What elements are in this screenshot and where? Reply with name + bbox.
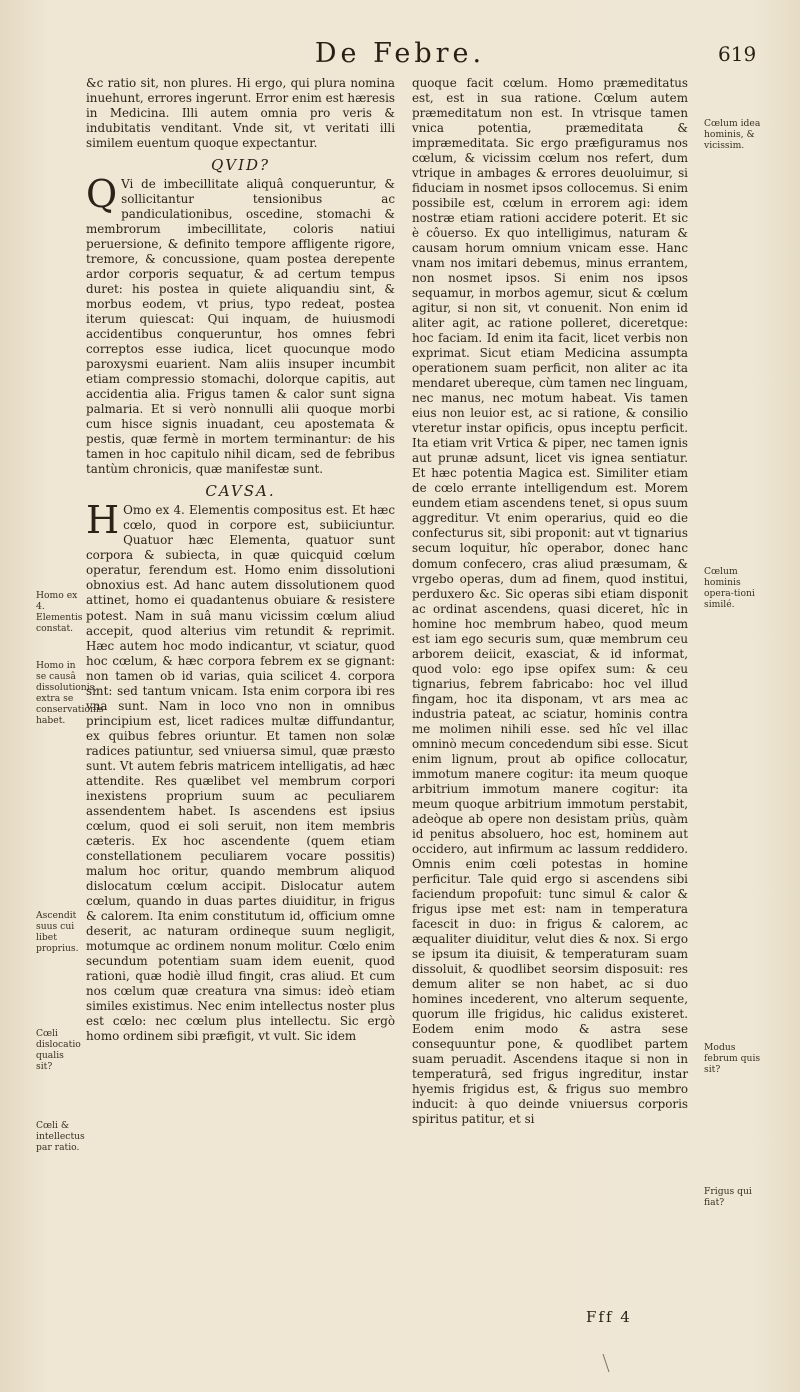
running-title: De Febre. [314, 38, 486, 69]
margin-note-ascendit: Ascendit suus cui libet proprius. [36, 910, 79, 954]
margin-note-frigus: Frigus qui fiat? [704, 1186, 752, 1208]
pencil-mark-icon [600, 1352, 614, 1374]
margin-note-coeli-intellectus: Cœli & intellectus par ratio. [36, 1120, 85, 1153]
intro-paragraph: &c ratio sit, non plures. Hi ergo, qui plura nomina inuehunt, errores ingerunt. Error enim est hæresis in Medicina. Illi autem omnia pro veris & indubitatis venditant. Vnde sit, vt veritati illi similem euentum quoque expectantur. [86, 76, 395, 151]
margin-note-coelum-opera: Cœlum hominis opera-tioni similé. [704, 566, 755, 610]
causa-paragraph [86, 498, 395, 1044]
margin-note-coelidis: Cœli dislocatio qualis sit? [36, 1028, 81, 1072]
margin-note-homo: Homo ex 4. Elementis constat. [36, 590, 83, 634]
heading-causa: CAVSA. [205, 482, 276, 501]
margin-note-coelum-idea: Cœlum idea hominis, & vicissim. [704, 118, 761, 151]
dropcap-h: H [86, 498, 120, 543]
margin-note-homoin: Homo in se causâ dissolutionis, extra se conservationis habet. [36, 660, 104, 726]
right-column [412, 76, 688, 1127]
signature-mark: Fff 4 [586, 1308, 632, 1326]
causa-text: Omo ex 4. Elementis compositus est. Et hæc cœlo, quod in corpore est, subiiciuntur. Quatuor hæc Elementa, quatuor sunt corpora & subiecta, in quæ quicquid cœlum operatur, ferendum est. Homo enim dissolutioni obnoxius est. Ad hanc autem dissolutionem quod attinet, homo ei quadantenus obuiare & resistere potest. Nam in suâ manu vicissim cœlum aliud accepit, quod alterius vim retundit & reprimit. Hæc autem hoc modo indicantur, vt sciatur, quod hoc cœlum, & hæc corpora febrem ex se gignant: non tamen ob id varias, quia scilicet 4. corpora sint: sed tantum vnicam. Ista enim corpora ibi res vna sunt. Nam in loco vno non in omnibus principium est, licet radices multæ diffundantur, ex quibus febres oriuntur. Et tamen non solæ radices patiuntur, sed vniuersa simul, quæ præsto sunt. Vt autem febris matricem intelligatis, ad hæc attendite. Res quælibet vel membrum corpori inexistens proprium suum ac peculiarem assendentem habet. Is ascendens est ipsius cœlum, quod ei soli seruit, non item membris cæteris. Ex hoc ascendente (quem etiam constellationem peculiarem vocare possitis) malum hoc oritur, quando membrum aliquod dislocatum cœlum accipit. Dislocatur autem cœlum, quando in duas partes diuiditur, in frigus & calorem. Ita enim constitutum id, officium omne deserit, ac naturam ordineque suum negligit, motumque ac ordinem nonum molitur. Cœlo enim secundum potentiam suam idem euenit, quod rationi, quæ hodiè illud fingit, cras aliud. Et cum nos cœlum quæ creatura vna simus: ideò etiam similes existimus. Nec enim intellectus noster plus est cœlo: nec cœlum plus intellectu. Sic ergò homo ordinem sibi præfigit, vt vult. Sic idem [86, 503, 395, 1043]
page-number: 619 [718, 42, 757, 66]
right-column-text: quoque facit cœlum. Homo præmeditatus est, est in sua ratione. Cœlum autem præmeditatum non est. In vtrisque tamen vnica potentia, præmeditata & impræmeditata. Sic ergo præfiguramus nos cœlum, & vicissim cœlum nos refert, dum vtrique in ambages & errores deuoluimur, si fiduciam in nosmet ipsos collocemus. Si enim possibile est, cœlum in errorem agi: idem nostræ etiam rationi accidere poterit. Et sic è côuerso. Ex quo intelligimus, naturam & causam horum omnium vnicam esse. Hanc vnam nos imitari debemus, minus errantem, non nosmet ipsos. Si enim nos ipsos sequamur, in morbos agemur, sicut & cœlum agitur, si non sit, vt conuenit. Non enim id aliter agit, ac ratione polleret, diceretque: hoc faciam. Id enim ita facit, licet verbis non exprimat. Sicut etiam Medicina assumpta operationem suam perficit, non aliter ac ita mendaret ubereque, cùm tamen nec linguam, nec manus, nec motum habeat. Vis tamen eius non leuior est, ac si ratione, & consilio vteretur instar opificis, opus inceptu perficit. Ita etiam vrit Vrtica & piper, nec tamen ignis aut prunæ adsunt, licet vis ignea sentiatur. Et hæc potentia Magica est. Similiter etiam de cœlo errante intelligendum est. Morem eundem etiam ascendens tenet, si opus suum aggreditur. Vt enim operarius, quid eo die confecturus sit, sibi proponit: aut vt tignarius secum loquitur, hîc operabor, donec hanc domum confecero, cras aliud præsumam, & vrgebo operas, dum ad finem, quod institui, perduxero &c. Sic operas sibi etiam disponit ac ordinat ascendens, quasi diceret, hîc in homine hoc membrum habeo, quod meum est iam ego securis sum, quæ membrum ceu arborem deiicit, exasciat, & id informat, quod volo: ego ipse opifex sum: & ceu tignarius, febrem fabricabo: hoc vel illud fingam, hoc ita disponam, vt ars mea ac industria pateat, ac sciatur, hominis contra me molimen nihili esse. sed hîc vel illac omninò mecum concedendum sibi esse. Sicut enim lignum, prout ab opifice collocatur, immotum manere cogitur: ita meum quoque arbitrium immotum manere cogitur: ita meum quoque arbitrium immotum perstabit, adeòque ab opere non desistam priùs, quàm id penitus absoluero, hoc est, hominem aut occidero, aut infirmum ac lassum reddidero. Omnis enim cœli potestas in homine perficitur. Tale quid ergo si ascendens sibi faciendum propofuit: tunc simul & calor & frigus ipse met est: nam in temperatura facescit in duo: in frigus & calorem, ac æqualiter diuiditur, velut dies & nox. Si ergo se ipsum ita diuisit, & temperaturam suam dissoluit, & quodlibet seorsim disposuit: res demum aliter se non habet, ac si duo homines incederent, vno alterum sequente, quorum ille frigidus, hic calidus existeret. Eodem enim modo & astra sese consequuntur pone, & quodlibet partem suam peruadit. Ascendens itaque si non in temperaturâ, sed frigus ingreditur, instar hyemis frigidus est, & frigus suo membro inducit: à quo deinde vniuersus corporis spiritus patitur, et si [412, 76, 688, 1127]
quid-paragraph [86, 172, 395, 477]
left-column [86, 76, 395, 1044]
quid-text: Vi de imbecillitate aliquâ conqueruntur, & sollicitantur tensionibus ac pandiculationibus, oscedine, stomachi & membrorum imbecillitate, coloris natiui peruersione, & definito tempore affligente rigore, tremore, & concussione, quam postea derepente ardor corporis sequatur, & ad certum tempus duret: his postea in quiete aliquandiu sint, & morbus eodem, vt prius, typo redeat, postea iterum quiescat: Qui inquam, de huiusmodi accidentibus conqueruntur, hos omnes febri correptos esse iudica, licet quocunque modo paroxysmi euarient. Nam aliis insuper incumbit etiam compressio stomachi, dolorque capitis, aut accidentia alia. Frigus tamen & calor sunt signa palmaria. Et si verò nonnulli alii quoque morbi cum hisce signis inuadant, ceu apostemata & pestis, quæ fermè in mortem terminantur: de his tamen in hoc capitulo nihil dicam, sed de febribus tantùm chronicis, quæ manifestæ sunt. [86, 177, 395, 477]
heading-quid: QVID? [210, 156, 271, 175]
dropcap-q: Q [86, 172, 118, 217]
margin-note-modus: Modus februm quis sit? [704, 1042, 761, 1075]
